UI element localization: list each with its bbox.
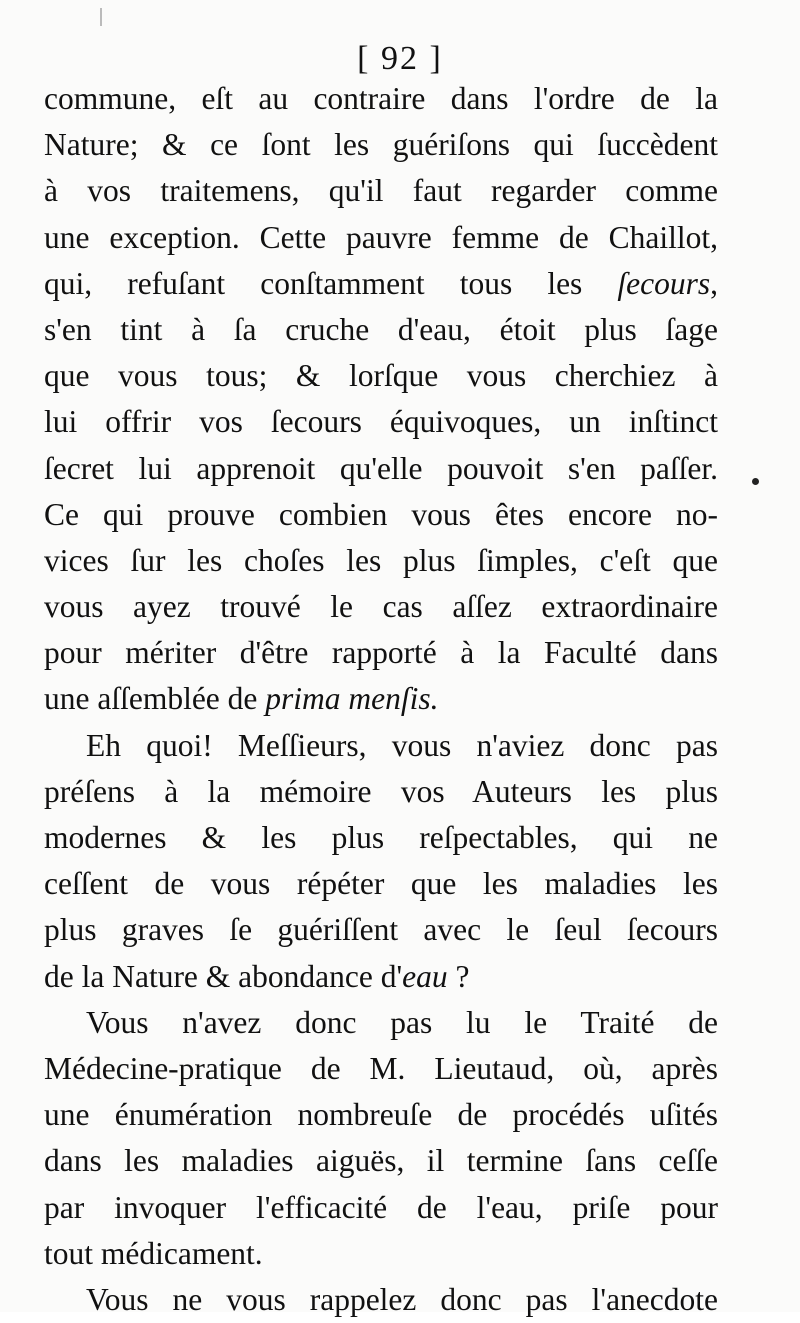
text-line: une énumération nombreuſe de procédés uſités (44, 1097, 718, 1133)
text-segment: qui, refuſant conſtamment tous les (44, 265, 583, 301)
italic-phrase: prima menſis. (265, 681, 439, 717)
text-line: à vos traitemens, qu'il faut regarder comme (44, 173, 718, 209)
text-line: vices ſur les choſes les plus ſimples, c'eſt que (44, 542, 718, 578)
text-line: Médecine-pratique de M. Lieutaud, où, après (44, 1050, 718, 1086)
paragraph-first-line: Vous n'avez donc pas lu le Traité de (86, 1004, 718, 1040)
text-line: commune, eſt au contraire dans l'ordre de la (44, 81, 718, 116)
italic-word: eau (402, 958, 448, 994)
text-line: lui offrir vos ſecours équivoques, un inſtinct (44, 404, 718, 440)
body-text (44, 76, 718, 1323)
text-line: dans les maladies aiguës, il termine ſans ceſſe (44, 1143, 718, 1179)
text-line: ſecret lui apprenoit qu'elle pouvoit s'en paſſer. (44, 450, 718, 486)
text-line: Ce qui prouve combien vous êtes encore no- (44, 496, 718, 532)
text-line: par invoquer l'efficacité de l'eau, priſe pour (44, 1189, 718, 1225)
text-line: modernes & les plus reſpectables, qui ne (44, 820, 718, 855)
text-line (44, 261, 718, 307)
text-line: plus graves ſe guériſſent avec le ſeul ſecours (44, 912, 718, 948)
text-line: Nature; & ce ſont les guériſons qui ſuccèdent (44, 127, 718, 163)
punctuation: ? (455, 958, 470, 994)
text-line: vous ayez trouvé le cas aſſez extraordinaire (44, 589, 718, 625)
paragraph-first-line: Vous ne vous rappelez donc pas l'anecdote (86, 1281, 718, 1317)
text-line: une exception. Cette pauvre femme de Chaillot, (44, 219, 718, 255)
text-line: pour mériter d'être rapporté à la Faculté dans (44, 635, 718, 671)
text-line: ceſſent de vous répéter que les maladies les (44, 866, 718, 902)
text-line: tout médicament. (44, 1235, 263, 1271)
text-segment: une aſſemblée de (44, 681, 258, 717)
punctuation: , (710, 265, 719, 301)
page-number: [ 92 ] (357, 40, 443, 77)
text-line (44, 676, 718, 722)
text-line: s'en tint à ſa cruche d'eau, étoit plus ſage (44, 311, 718, 347)
text-line: préſens à la mémoire vos Auteurs les plus (44, 773, 718, 809)
paragraph-first-line: Eh quoi! Meſſieurs, vous n'aviez donc pas (86, 727, 718, 763)
text-line (44, 954, 718, 1000)
text-segment: de la Nature & abondance d' (44, 958, 403, 994)
italic-word: ſecours (617, 265, 711, 301)
margin-mark (100, 8, 102, 26)
text-line: que vous tous; & lorſque vous cherchiez à (44, 358, 718, 394)
ink-spot (752, 478, 759, 485)
